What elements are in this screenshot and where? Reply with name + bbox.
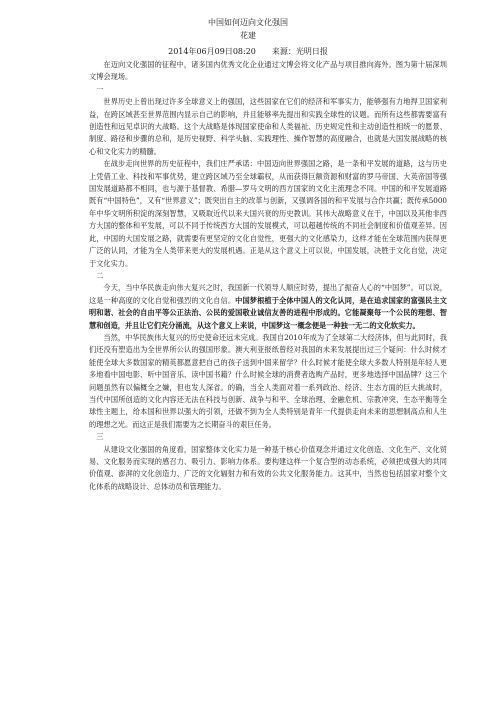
paragraph: 当然，中华民族伟大复兴的历史使命还远未完成。我国自2010年成为了全球第二大经济体，但与此同时，我们还没有塑造出为全世界所公认的强国形象。澳大利亚报纸曾经对我国的未来发展提出过三个疑问：什么时候才能使全球大多数国家的精英都愿意把自己的孩子送到中国来留学？什么时候才能使全球大多数人特别是年轻人更多地看中国电影、听中国音乐、读中国书籍？什么时候全球的消费者选购产品时，更多地选择中国品牌？这三个问题虽然有以偏概全之嫌，但也发人深省。的确，当全人类面对着一系列政治、经济、生态方面的巨大挑战时，当代中国所创造的文化内容还无法在科技与创新、战争与和平、全球治理、金融危机、宗教冲突、生态平衡等全球性主题上，给本国和世界以强大的引领，还做不到为全人类特别是青年一代提供走向未来的思想制高点和人生的理想之光。而这正是我们需要为之长期奋斗的艰巨任务。 — [89, 332, 447, 429]
article-title: 中国如何迈向文化强国 — [208, 18, 288, 27]
section-number: 二 — [96, 270, 104, 280]
section-number: 三 — [96, 432, 104, 442]
paragraph: 在战步走向世界的历史征程中，我们庄严承诺：中国迈向世界强国之路，是一条和平发展的道路，这与历史上凭借工业、科技和军事优势，建立跨区域乃至全球霸权，从而获得巨额资源和财富的罗马帝国、大英帝国等强国发展道路都不相同，也与源于基督教、希腊—罗马文明的西方国家的文化主流理念不同。中国的和平发展道路既有“中国特色”，又有“世界意义”；既突出自主的改革与创新，又强调各国的和平发展与合作共赢；既传承5000年中华文明所积淀的深刻智慧，又吸取近代以来大国兴衰的历史教训。其伟大战略意义在于，中国以及其他非西方大国的整体和平发展，可以不同于传统西方大国的发展模式，可以超越传统的不同社会制度和价值观差异。因此，中国的大国发展之路，就需要有更坚定的文化自觉性，更强大的文化感染力，这样才能在全球范围内获得更广泛的认同，才能为全人类带来更大的发展机遇。正是从这个意义上可以说，中国发展，决胜于文化自觉，决定于文化实力。 — [89, 159, 447, 268]
article-author: 花建 — [240, 31, 256, 40]
section-number: 一 — [96, 84, 104, 94]
paragraph: 今天，当中华民族走向伟大复兴之时，我国新一代领导人顺应时势，提出了振奋人心的“中国梦”。可以说，这是一种高度的文化自觉和强烈的文化自信。中国梦根植于全体中国人的文化认同，是在追求国家的富强民主文明和谐、社会的自由平等公正法治、公民的爱国敬业诚信友善的进程中形成的。它能凝聚每一个公民的理想、智慧和创造，并且让它们充分涌流，从这个意义上来说，中国梦这一概念便是一种独一无二的文化软实力。 — [89, 283, 447, 330]
paragraph: 世界历史上曾出现过许多全球意义上的强国，这些国家在它们的经济和军事实力，能够强有力地捍卫国家利益，在跨区域甚至世界范围内显示自己的影响，并且能够率先提出和实践全球性的议题。而所有这些都需要富有创造性和远见卓识的大战略。这个大战略是体现国家使命和人类福祉、历史规定性和主动创造性相统一的愿景、制度、路径和步骤的总和，是历史视野、科学头脑、实践理性、操作智慧的高度融合，也就是大国发展战略的核心和文化实力的精髓。 — [89, 97, 447, 156]
article-body — [89, 59, 447, 493]
image-caption: 在迈向文化强国的征程中，诸多国内优秀文化企业通过文博会将文化产品与项目推向海外。图为第十届深圳文博会现场。 — [89, 60, 447, 82]
emphasized-text: 中国梦根植于全体中国人的文化认同，是在追求国家的富强民主文明和谐、社会的自由平等公正法治、公民的爱国敬业诚信友善的进程中形成的。它能凝聚每一个公民的理想、智慧和创造，并且让它们充分涌流，从这个意义上来说，中国梦这一概念便是一种独一无二的文化软实力。 — [89, 295, 447, 330]
article-meta: 2014年06月09日08:20 来源：光明日报 — [168, 47, 328, 56]
paragraph: 从建设文化强国的角度看，国家整体文化实力是一种基于核心价值观念并通过文化创造、文化生产、文化贸易、文化服务而实现的感召力、吸引力、影响力体系。要构建这样一个复合型的动态系统，必须把成强大的共同价值观、澎湃的文化创造力、广泛的文化辐射力和有效的公共文化服务能力。这其中，当然也包括国家对整个文化体系的战略设计、总体动员和管理能力。 — [89, 444, 447, 491]
